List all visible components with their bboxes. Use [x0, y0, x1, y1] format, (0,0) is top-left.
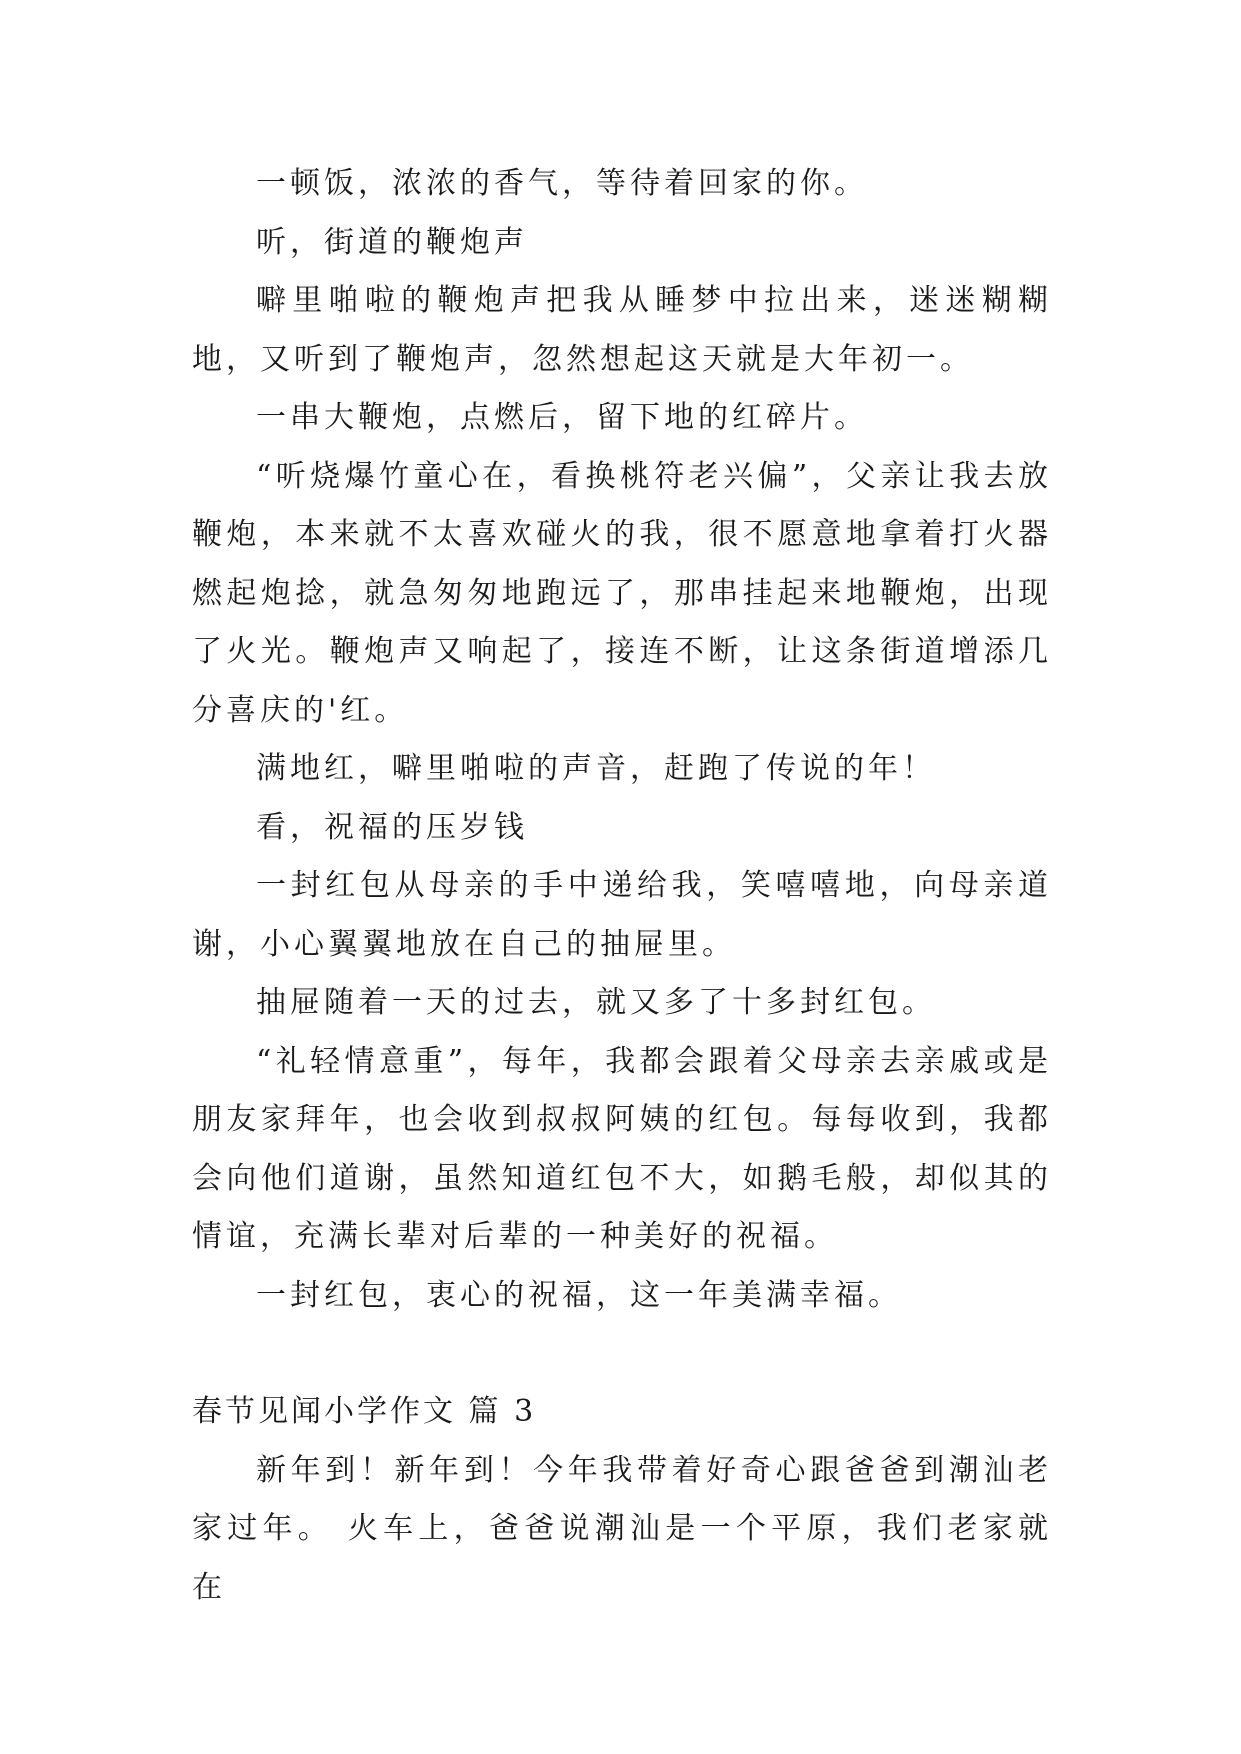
paragraph: 一顿饭，浓浓的香气，等待着回家的你。: [256, 166, 868, 201]
paragraph: 听，街道的鞭炮声: [256, 224, 528, 260]
essay-text: [192, 155, 1052, 1617]
paragraph: 满地红，噼里啪啦的声音，赶跑了传说的年！: [256, 751, 936, 786]
paragraph: 抽屉随着一天的过去，就又多了十多封红包。: [256, 985, 936, 1020]
paragraph: “礼轻情意重”，每年，我都会跟着父母亲去亲戚或是朋友家拜年，也会收到叔叔阿姨的红包。每每收到，我都会向他们道谢，虽然知道红包不大，如鹅毛般，却似其的情谊，充满长辈对后辈的一种美好的祝福。: [192, 1043, 1052, 1254]
paragraph: 新年到！新年到！今年我带着好奇心跟爸爸到潮汕老家过年。 火车上，爸爸说潮汕是一个平原，我们老家就在: [192, 1452, 1052, 1605]
paragraph: “听烧爆竹童心在，看换桃符老兴偏”，父亲让我去放鞭炮，本来就不太喜欢碰火的我，很不愿意地拿着打火器燃起炮捻，就急匆匆地跑远了，那串挂起来地鞭炮，出现了火光。鞭炮声又响起了，接连不断，让这条街道增添几分喜庆的'红。: [192, 458, 1052, 728]
paragraph: 看，祝福的压岁钱: [256, 809, 528, 845]
paragraph: 噼里啪啦的鞭炮声把我从睡梦中拉出来，迷迷糊糊地，又听到了鞭炮声，忽然想起这天就是大年初一。: [192, 283, 1052, 377]
paragraph: 一串大鞭炮，点燃后，留下地的红碎片。: [256, 400, 868, 435]
paragraph: 一封红包，衷心的祝福，这一年美满幸福。: [256, 1277, 902, 1313]
paragraph: 一封红包从母亲的手中递给我，笑嘻嘻地，向母亲道谢，小心翼翼地放在自己的抽屉里。: [192, 868, 1052, 962]
section-title: 春节见闻小学作文 篇 3: [192, 1394, 537, 1429]
